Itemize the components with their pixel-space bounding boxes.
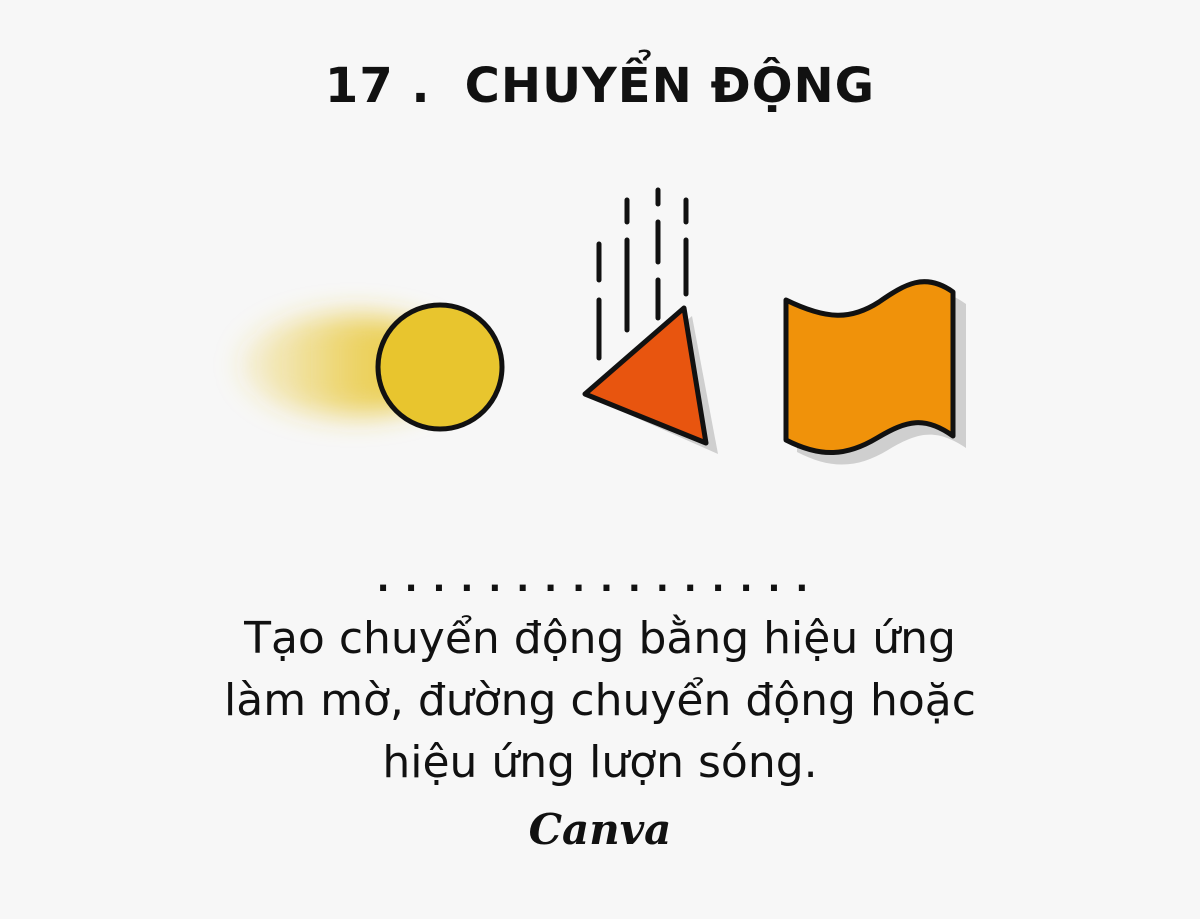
description-line: làm mờ, đường chuyển động hoặc bbox=[224, 675, 976, 726]
title-number: 17 . bbox=[324, 58, 431, 114]
description-line: Tạo chuyển động bằng hiệu ứng bbox=[244, 613, 956, 664]
title-text: CHUYỂN ĐỘNG bbox=[464, 58, 876, 114]
description bbox=[100, 608, 1100, 794]
canva-logo: Canva bbox=[528, 805, 672, 854]
description-line: hiệu ứng lượn sóng. bbox=[382, 737, 818, 788]
dotted-separator: ................ bbox=[376, 560, 824, 600]
orange-triangle bbox=[585, 308, 706, 443]
yellow-circle bbox=[378, 305, 502, 429]
